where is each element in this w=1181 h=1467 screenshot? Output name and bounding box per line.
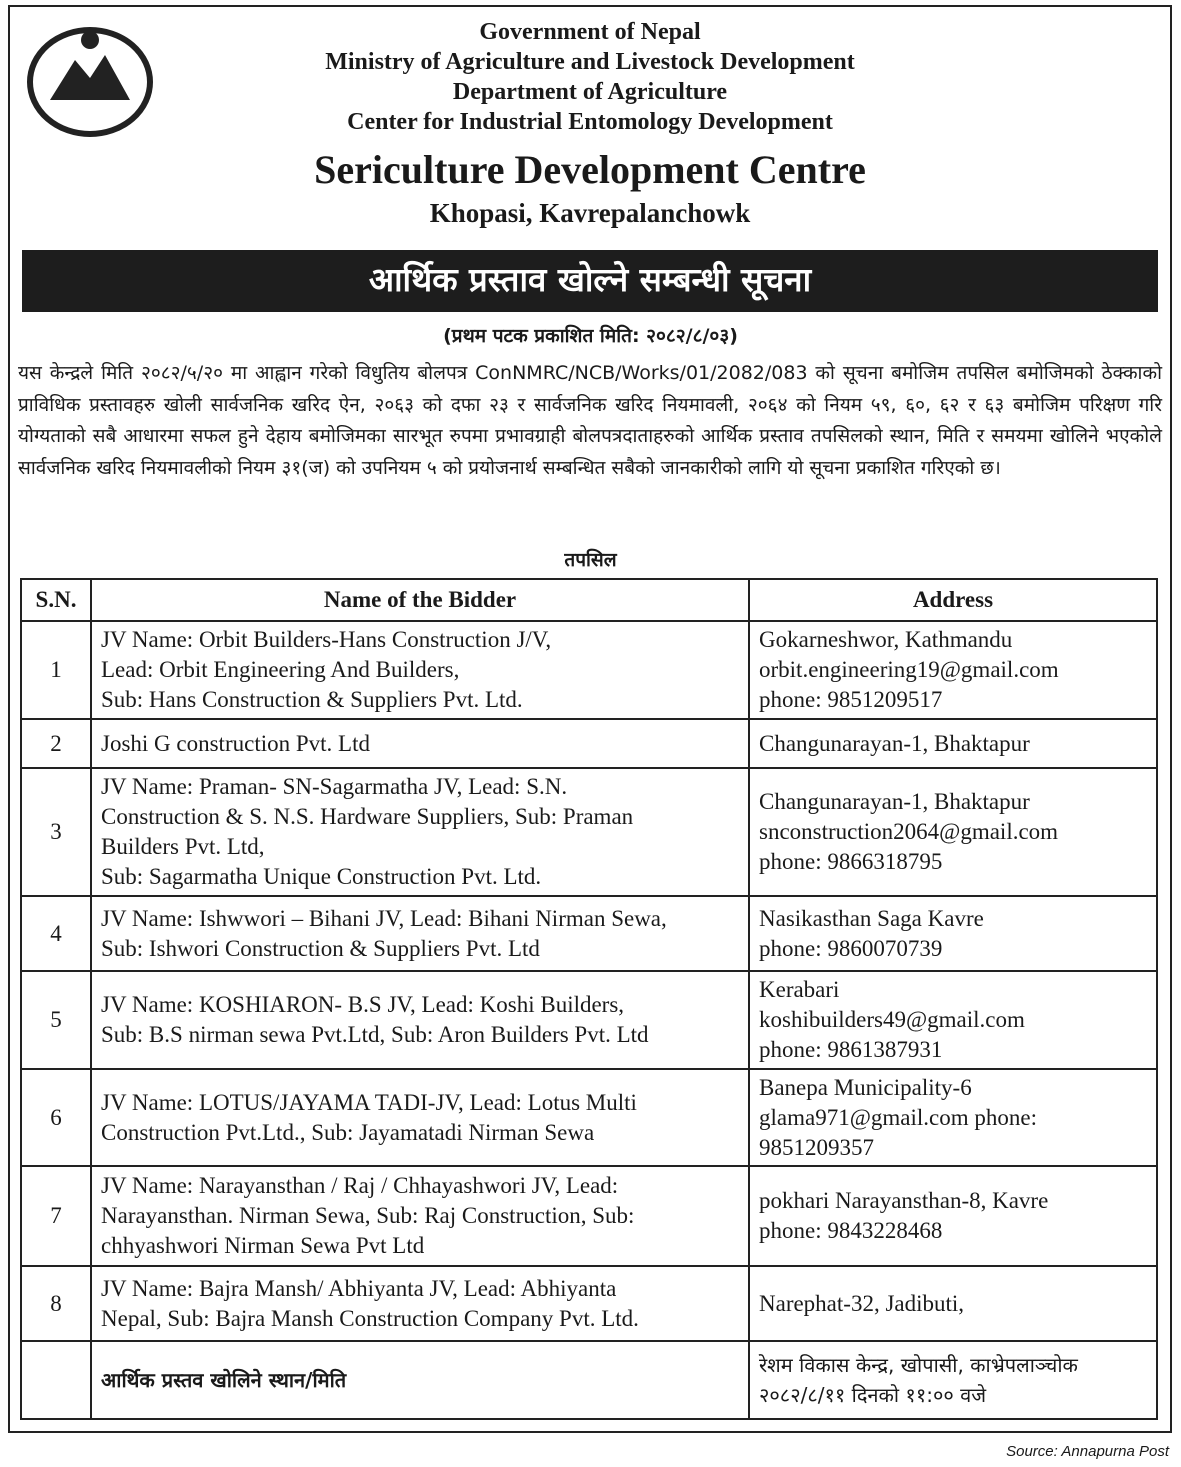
cell-line: Sub: B.S nirman sewa Pvt.Ltd, Sub: Aron Builders Pvt. Ltd bbox=[101, 1022, 649, 1047]
row-sn: 2 bbox=[21, 719, 91, 768]
table-row bbox=[21, 1069, 1157, 1166]
cell-line: orbit.engineering19@gmail.com bbox=[759, 657, 1059, 682]
cell-line: chhyashwori Nirman Sewa Pvt Ltd bbox=[101, 1233, 425, 1258]
cell-line: Changunarayan-1, Bhaktapur bbox=[759, 730, 1030, 756]
row-sn: 1 bbox=[21, 621, 91, 719]
cell-line: JV Name: LOTUS/JAYAMA TADI-JV, Lead: Lotus Multi bbox=[101, 1089, 637, 1115]
notice-paragraph: यस केन्द्रले मिति २०८२/५/२० मा आह्वान गरेको विधुतिय बोलपत्र ConNMRC/NCB/Works/01/2082/083 को सूचना बमोजिम तपसिल बमोजिमको ठेक्काको प्राविधिक प्रस्तावहरु खोली सार्वजनिक खरिद ऐन, २०६३ को दफा २३ र सार्वजनिक खरिद नियमावली, २०६४ को नियम ५९, ६०, ६२ र ६३ बमोजिम परिक्षण गरि योग्यताको सबै आधारमा सफल हुने देहाय बमोजिमका सारभूत रुपमा प्रभावग्राही बोलपत्रदाताहरुको आर्थिक प्रस्ताव तपसिलको स्थान, मिति र समयमा खोलिने भएकोले सार्वजनिक खरिद नियमावलीको नियम ३१(ज) को उपनियम ५ को प्रयोजनार्थ सम्बन्धित सबैको जानकारीको लागि यो सूचना प्रकाशित गरिएको छ। bbox=[18, 362, 1162, 479]
header-lines bbox=[180, 17, 1000, 137]
cell-line: phone: 9843228468 bbox=[759, 1218, 943, 1243]
department-line: Department of Agriculture bbox=[452, 79, 728, 105]
table-row bbox=[21, 1266, 1157, 1341]
row-sn: 3 bbox=[21, 768, 91, 896]
cell-line: glama971@gmail.com phone: bbox=[759, 1104, 1037, 1130]
cell-line: Nepal, Sub: Bajra Mansh Construction Company Pvt. Ltd. bbox=[101, 1305, 639, 1331]
opening-label: आर्थिक प्रस्तव खोलिने स्थान/मिति bbox=[91, 1341, 749, 1419]
bidder-name bbox=[91, 1266, 749, 1341]
row-sn: 4 bbox=[21, 896, 91, 971]
cell-line: रेशम विकास केन्द्र, खोपासी, काभ्रेपलाञ्चोक bbox=[759, 1353, 1078, 1377]
cell-line: Lead: Orbit Engineering And Builders, bbox=[101, 657, 460, 682]
cell-line: Joshi G construction Pvt. Ltd bbox=[101, 730, 370, 756]
cell-line: snconstruction2064@gmail.com bbox=[759, 819, 1059, 844]
published-date: (प्रथम पटक प्रकाशित मिति: २०८२/८/०३) bbox=[443, 325, 738, 347]
cell-line: Construction Pvt.Ltd., Sub: Jayamatadi Nirman Sewa bbox=[101, 1119, 595, 1145]
office-title: Sericulture Development Centre bbox=[314, 147, 866, 192]
cell-line: Sub: Hans Construction & Suppliers Pvt. Ltd. bbox=[101, 687, 523, 712]
government-line: Government of Nepal bbox=[479, 19, 701, 45]
table-row bbox=[21, 896, 1157, 971]
bidder-address bbox=[749, 971, 1157, 1069]
bidder-name bbox=[91, 621, 749, 719]
table-row bbox=[21, 768, 1157, 896]
bidder-address bbox=[749, 1069, 1157, 1166]
source-credit: Source: Annapurna Post bbox=[1006, 1443, 1169, 1460]
cell-line: Nasikasthan Saga Kavre bbox=[759, 905, 984, 931]
row-sn: 6 bbox=[21, 1069, 91, 1166]
bidder-address bbox=[749, 719, 1157, 768]
cell-line: phone: 9861387931 bbox=[759, 1037, 943, 1062]
bidder-address bbox=[749, 1266, 1157, 1341]
cell-line: Sub: Ishwori Construction & Suppliers Pvt. Ltd bbox=[101, 935, 540, 961]
opening-row bbox=[21, 1341, 1157, 1419]
bidder-name bbox=[91, 719, 749, 768]
cell-line: koshibuilders49@gmail.com bbox=[759, 1007, 1025, 1032]
cell-line: Kerabari bbox=[759, 977, 840, 1002]
table-row bbox=[21, 971, 1157, 1069]
header-sn: S.N. bbox=[21, 579, 91, 621]
cell-line: Changunarayan-1, Bhaktapur bbox=[759, 789, 1030, 814]
cell-line: Banepa Municipality-6 bbox=[759, 1074, 972, 1100]
cell-line: JV Name: Orbit Builders-Hans Construction J/V, bbox=[101, 627, 552, 652]
cell-line: JV Name: Ishwwori – Bihani JV, Lead: Bihani Nirman Sewa, bbox=[101, 905, 667, 931]
table-row bbox=[21, 719, 1157, 768]
table-row bbox=[21, 621, 1157, 719]
header-bidder: Name of the Bidder bbox=[91, 579, 749, 621]
cell-line: Builders Pvt. Ltd, bbox=[101, 834, 265, 859]
bidder-address bbox=[749, 621, 1157, 719]
bidders-table bbox=[20, 578, 1158, 1420]
cell-line: JV Name: KOSHIARON- B.S JV, Lead: Koshi Builders, bbox=[101, 992, 625, 1017]
cell-line: २०८२/८/११ दिनको ११:०० वजे bbox=[759, 1383, 987, 1407]
nepal-government-emblem bbox=[20, 20, 160, 140]
bidder-name bbox=[91, 1069, 749, 1166]
cell-line: Narephat-32, Jadibuti, bbox=[759, 1290, 965, 1316]
ministry-line: Ministry of Agriculture and Livestock Development bbox=[325, 49, 855, 75]
cell-line: Sub: Sagarmatha Unique Construction Pvt. Ltd. bbox=[101, 864, 542, 889]
bidder-name bbox=[91, 971, 749, 1069]
cell-line: JV Name: Narayansthan / Raj / Chhayashwori JV, Lead: bbox=[101, 1173, 619, 1198]
cell-line: JV Name: Bajra Mansh/ Abhiyanta JV, Lead: Abhiyanta bbox=[101, 1275, 617, 1301]
center-line: Center for Industrial Entomology Development bbox=[347, 109, 833, 135]
cell-line: pokhari Narayansthan-8, Kavre bbox=[759, 1188, 1049, 1213]
cell-line: Construction & S. N.S. Hardware Suppliers, Sub: Praman bbox=[101, 804, 634, 829]
table-row bbox=[21, 1166, 1157, 1266]
cell-line: JV Name: Praman- SN-Sagarmatha JV, Lead: S.N. bbox=[101, 774, 568, 799]
empty-cell bbox=[21, 1341, 91, 1419]
row-sn: 5 bbox=[21, 971, 91, 1069]
bidder-address bbox=[749, 896, 1157, 971]
bidder-name bbox=[91, 1166, 749, 1266]
cell-line: 9851209357 bbox=[759, 1134, 874, 1160]
cell-line: phone: 9860070739 bbox=[759, 935, 943, 961]
row-sn: 8 bbox=[21, 1266, 91, 1341]
cell-line: Narayansthan. Nirman Sewa, Sub: Raj Construction, Sub: bbox=[101, 1203, 635, 1228]
header-address: Address bbox=[749, 579, 1157, 621]
notice-title-banner: आर्थिक प्रस्ताव खोल्ने सम्बन्धी सूचना bbox=[22, 250, 1158, 312]
bidder-address bbox=[749, 1166, 1157, 1266]
bidder-address bbox=[749, 768, 1157, 896]
cell-line: phone: 9866318795 bbox=[759, 849, 943, 874]
bidder-name bbox=[91, 896, 749, 971]
office-location: Khopasi, Kavrepalanchowk bbox=[429, 198, 751, 228]
row-sn: 7 bbox=[21, 1166, 91, 1266]
schedule-heading: तपसिल bbox=[564, 549, 617, 571]
bidder-name bbox=[91, 768, 749, 896]
cell-line: Gokarneshwor, Kathmandu bbox=[759, 627, 1013, 652]
cell-line: phone: 9851209517 bbox=[759, 687, 943, 712]
opening-place-date bbox=[749, 1341, 1157, 1419]
